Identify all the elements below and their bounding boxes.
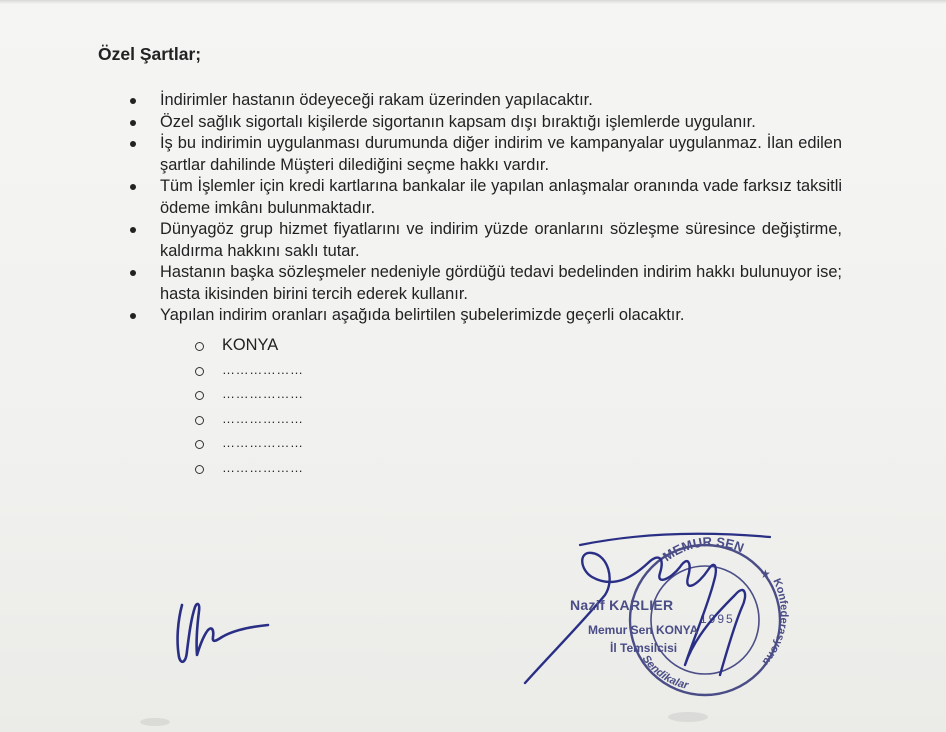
section-heading: Özel Şartlar; xyxy=(98,44,202,64)
left-signature xyxy=(170,585,280,670)
term-item: Yapılan indirim oranları aşağıda belirtilen şubelerimizde geçerli olacaktır. xyxy=(160,305,842,327)
stamp-year: 1995 xyxy=(700,612,735,626)
terms-list xyxy=(160,90,842,327)
svg-text:MEMUR SEN xyxy=(660,534,746,564)
paper-scuff xyxy=(140,718,170,726)
branch-item-blank: ……………… xyxy=(222,408,304,433)
stamp-ring-right: Konfederasyonu xyxy=(759,576,790,668)
term-item: İndirimler hastanın ödeyeceği rakam üzerinden yapılacaktır. xyxy=(160,90,842,112)
branch-item-blank: ……………… xyxy=(222,457,304,482)
svg-text:Sendikalar xyxy=(640,653,690,692)
stamp-star-icon: ★ xyxy=(760,567,771,581)
branch-list xyxy=(222,334,304,482)
branch-item-blank: ……………… xyxy=(222,432,304,457)
term-item: Tüm İşlemler için kredi kartlarına bankalar ile yapılan anlaşmalar oranında vade farksız taksitli ödeme imkânı bulunmaktadır. xyxy=(160,176,842,219)
term-item: İş bu indirimin uygulanması durumunda diğer indirim ve kampanyalar uygulanmaz. İlan edilen şartlar dahilinde Müşteri dilediğini seçme hakkı vardır. xyxy=(160,133,842,176)
svg-text:Konfederasyonu xyxy=(760,577,790,668)
branch-item: KONYA xyxy=(222,334,304,359)
term-item: Hastanın başka sözleşmeler nedeniyle gördüğü tedavi bedelinden indirim hakkı bulunuyor ise; hasta ikisinden birini tercih ederek kullanır. xyxy=(160,262,842,305)
term-item: Özel sağlık sigortalı kişilerde sigortanın kapsam dışı bıraktığı işlemlerde uygulanır. xyxy=(160,112,842,134)
stamp-name: Nazif KARLIER xyxy=(570,597,674,613)
paper-scuff xyxy=(668,712,708,722)
branch-item-blank: ……………… xyxy=(222,359,304,384)
stamp-area xyxy=(520,515,810,710)
term-item: Dünyagöz grup hizmet fiyatlarını ve indirim yüzde oranlarını sözleşme süresince değiştirme, kaldırma hakkını saklı tutar. xyxy=(160,219,842,262)
branch-item-blank: ……………… xyxy=(222,383,304,408)
stamp-ring-bottom: Sendikalar xyxy=(639,653,690,692)
stamp-ring-top: MEMUR SEN xyxy=(659,534,747,565)
stamp-organization: Memur Sen KONYA xyxy=(588,623,699,637)
page-top-shadow xyxy=(0,0,946,4)
stamp-title: İl Temsilcisi xyxy=(610,641,678,655)
